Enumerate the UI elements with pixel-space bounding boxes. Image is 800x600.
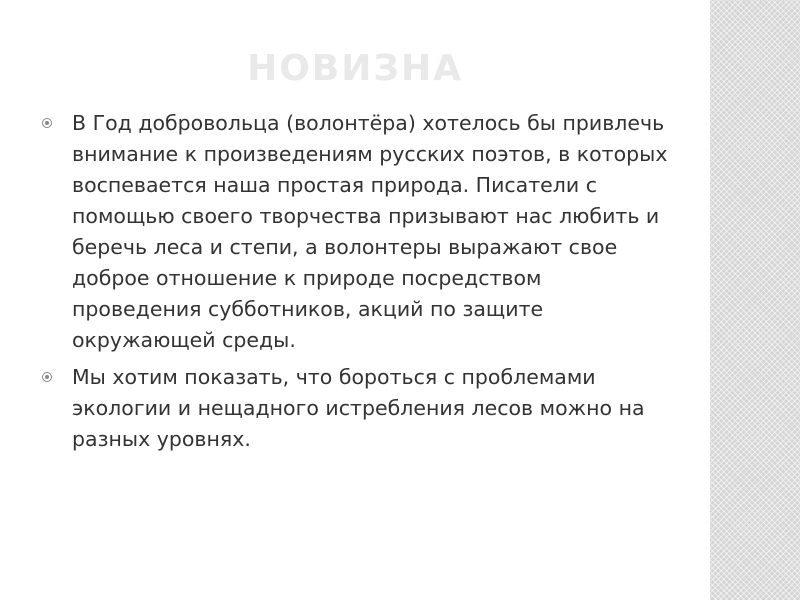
- bullet-item: [42, 108, 672, 356]
- bullet-text: Мы хотим показать, что бороться с проблемами экологии и нещадного истребления лесов можно на разных уровнях.: [72, 365, 645, 451]
- circle-bullet-icon: [42, 372, 52, 382]
- bullet-item: [42, 362, 672, 455]
- bullet-list: [42, 108, 672, 461]
- decorative-side-strip: [710, 0, 800, 600]
- bullet-text: В Год добровольца (волонтёра) хотелось бы привлечь внимание к произведениям русских поэтов, в которых воспевается наша простая природа. Писатели с помощью своего творчества призывают нас любить и беречь леса и степи, а волонтеры выражают свое доброе отношение к природе посредством проведения субботников, акций по защите окружающей среды.: [72, 111, 668, 352]
- slide-title: НОВИЗНА: [247, 48, 463, 89]
- circle-bullet-icon: [42, 118, 52, 128]
